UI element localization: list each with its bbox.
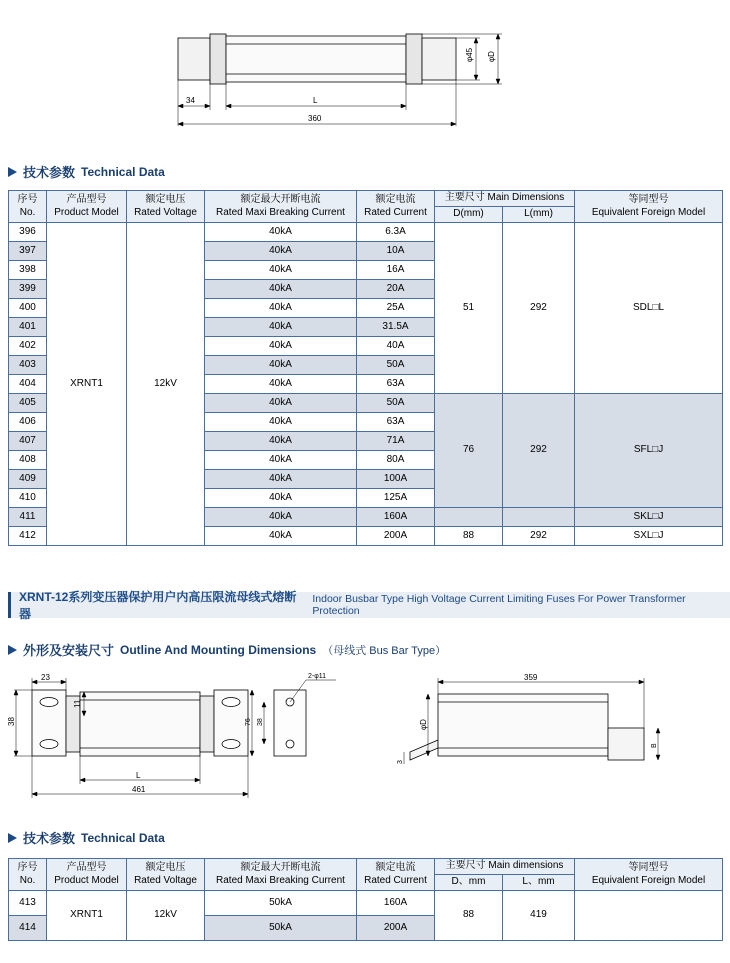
fuse-outline-drawing-top: [150, 14, 520, 157]
cell-no: 411: [9, 508, 47, 527]
cell-breaking-current: 40kA: [205, 470, 357, 489]
dim-11: 11: [73, 699, 82, 708]
section-title-note: （母线式 Bus Bar Type）: [322, 644, 447, 657]
cell-no: 400: [9, 299, 47, 318]
cell-dimension-d: 51: [435, 223, 503, 394]
cell-rated-current: 71A: [357, 432, 435, 451]
cell-rated-current: 10A: [357, 242, 435, 261]
cell-breaking-current: 40kA: [205, 394, 357, 413]
cell-rated-current: 100A: [357, 470, 435, 489]
th-current-cn: 额定电流: [375, 862, 416, 873]
th-equiv-en: Equivalent Foreign Model: [591, 206, 706, 218]
th-breaking-en: Rated Maxi Breaking Current: [216, 874, 345, 886]
cell-voltage: 12kV: [127, 891, 205, 941]
cell-equivalent-model: SKL□J: [575, 508, 723, 527]
cell-rated-current: 25A: [357, 299, 435, 318]
cell-model: XRNT1: [47, 223, 127, 546]
th-main-dim-cn: 主要尺寸: [445, 860, 486, 872]
dim-359: 359: [524, 673, 538, 682]
cell-breaking-current: 40kA: [205, 299, 357, 318]
section-header-technical-data-2: [8, 828, 165, 847]
dim-2-phi11: 2-φ11: [308, 673, 327, 680]
series-banner: [8, 590, 730, 621]
cell-no: 397: [9, 242, 47, 261]
cell-no: 404: [9, 375, 47, 394]
cell-rated-current: 125A: [357, 489, 435, 508]
table-row: [9, 891, 723, 916]
cell-rated-current: 50A: [357, 356, 435, 375]
dim-B: B: [651, 743, 658, 748]
cell-equivalent-model: [575, 891, 723, 941]
th-model-cn: 产品型号: [66, 194, 107, 205]
th-main-dim-cn: 主要尺寸: [444, 192, 485, 204]
cell-rated-current: 63A: [357, 413, 435, 432]
cell-dimension-l: 419: [503, 891, 575, 941]
cell-rated-current: 200A: [357, 916, 435, 941]
th-main-dim-en: Main Dimensions: [487, 192, 565, 204]
banner-title-cn: XRNT-12系列变压器保护用户内高压限流母线式熔断器: [19, 590, 297, 621]
th-l: L、mm: [503, 875, 575, 891]
th-main-dim: [435, 859, 575, 875]
th-breaking-en: Rated Maxi Breaking Current: [216, 206, 345, 218]
cell-dimension-l: [503, 508, 575, 527]
cell-breaking-current: 40kA: [205, 432, 357, 451]
th-model-en: Product Model: [54, 206, 119, 218]
triangle-bullet-icon: [8, 645, 17, 655]
th-main-dim: [435, 191, 575, 207]
cell-no: 401: [9, 318, 47, 337]
banner-title-en: Indoor Busbar Type High Voltage Current Limiting Fuses For Power Transformer Protection: [312, 593, 686, 617]
th-breaking-cn: 额定最大开断电流: [240, 194, 321, 205]
cell-no: 408: [9, 451, 47, 470]
dim-phiD-top: φD: [487, 51, 496, 62]
cell-breaking-current: 40kA: [205, 508, 357, 527]
cell-no: 407: [9, 432, 47, 451]
th-voltage-en: Rated Voltage: [134, 874, 197, 886]
cell-breaking-current: 40kA: [205, 280, 357, 299]
cell-no: 402: [9, 337, 47, 356]
cell-rated-current: 16A: [357, 261, 435, 280]
th-breaking: [205, 191, 357, 223]
dim-34: 34: [186, 96, 195, 105]
cell-breaking-current: 40kA: [205, 489, 357, 508]
th-voltage: [127, 191, 205, 223]
section-title-en: Technical Data: [81, 164, 165, 179]
cell-dimension-d: [435, 508, 503, 527]
cell-breaking-current: 40kA: [205, 375, 357, 394]
th-no-en: No.: [19, 206, 36, 218]
triangle-bullet-icon: [8, 167, 17, 177]
cell-equivalent-model: SXL□J: [575, 527, 723, 546]
cell-no: 399: [9, 280, 47, 299]
th-no: [9, 191, 47, 223]
th-voltage-cn: 额定电压: [145, 194, 186, 205]
outline-mounting-drawings: [6, 672, 724, 825]
th-equiv-en: Equivalent Foreign Model: [591, 874, 706, 886]
cell-breaking-current: 40kA: [205, 242, 357, 261]
th-voltage-cn: 额定电压: [145, 862, 186, 873]
cell-dimension-d: 88: [435, 527, 503, 546]
th-no-en: No.: [19, 874, 36, 886]
section-header-technical-data-1: [8, 162, 165, 181]
cell-model: XRNT1: [47, 891, 127, 941]
th-equiv-cn: 等同型号: [628, 194, 669, 205]
section-title-en: Outline And Mounting Dimensions: [120, 642, 317, 657]
cell-dimension-l: 292: [503, 527, 575, 546]
th-equiv: [575, 191, 723, 223]
cell-no: 410: [9, 489, 47, 508]
th-model: [47, 191, 127, 223]
th-main-dim-en: Main dimensions: [488, 860, 564, 872]
dim-38-side: 38: [257, 718, 264, 726]
cell-breaking-current: 50kA: [205, 891, 357, 916]
th-d: D、mm: [435, 875, 503, 891]
cell-no: 398: [9, 261, 47, 280]
th-equiv: [575, 859, 723, 891]
th-current-en: Rated Current: [364, 206, 427, 218]
cell-no: 406: [9, 413, 47, 432]
cell-dimension-d: 88: [435, 891, 503, 941]
cell-breaking-current: 40kA: [205, 356, 357, 375]
dim-461: 461: [132, 785, 146, 794]
cell-no: 409: [9, 470, 47, 489]
th-current: [357, 859, 435, 891]
dim-23: 23: [41, 673, 50, 682]
section-title-cn: 技术参数: [23, 165, 76, 180]
dim-phiD-right: φD: [419, 719, 428, 730]
dim-76: 76: [245, 718, 252, 726]
cell-voltage: 12kV: [127, 223, 205, 546]
cell-dimension-d: 76: [435, 394, 503, 508]
dim-L-top: L: [313, 96, 318, 105]
th-equiv-cn: 等同型号: [628, 862, 669, 873]
section-header-outline: [8, 640, 446, 659]
th-model-cn: 产品型号: [66, 862, 107, 873]
th-current-en: Rated Current: [364, 874, 427, 886]
cell-rated-current: 31.5A: [357, 318, 435, 337]
cell-no: 396: [9, 223, 47, 242]
th-voltage: [127, 859, 205, 891]
th-voltage-en: Rated Voltage: [134, 206, 197, 218]
cell-equivalent-model: SFL□J: [575, 394, 723, 508]
section-title-cn: 外形及安装尺寸: [23, 643, 115, 658]
cell-no: 414: [9, 916, 47, 941]
cell-equivalent-model: SDL□L: [575, 223, 723, 394]
dim-360: 360: [308, 114, 322, 123]
table-header-row: [9, 859, 723, 875]
section-title-en: Technical Data: [81, 830, 165, 845]
cell-breaking-current: 40kA: [205, 223, 357, 242]
th-model-en: Product Model: [54, 874, 119, 886]
dim-3: 3: [397, 760, 404, 764]
dim-phi45: φ45: [465, 47, 474, 62]
section-title-cn: 技术参数: [23, 831, 76, 846]
th-current-cn: 额定电流: [375, 194, 416, 205]
cell-no: 413: [9, 891, 47, 916]
th-no-cn: 序号: [17, 862, 38, 873]
technical-data-table-2: [8, 858, 722, 941]
cell-breaking-current: 40kA: [205, 451, 357, 470]
th-no-cn: 序号: [17, 194, 38, 205]
th-model: [47, 859, 127, 891]
dim-38-left: 38: [7, 717, 16, 726]
cell-rated-current: 63A: [357, 375, 435, 394]
cell-breaking-current: 40kA: [205, 318, 357, 337]
th-breaking-cn: 额定最大开断电流: [240, 862, 321, 873]
th-breaking: [205, 859, 357, 891]
cell-breaking-current: 50kA: [205, 916, 357, 941]
technical-data-table-1: [8, 190, 722, 546]
cell-no: 412: [9, 527, 47, 546]
cell-rated-current: 40A: [357, 337, 435, 356]
th-d: D(mm): [435, 207, 503, 223]
cell-no: 403: [9, 356, 47, 375]
th-l: L(mm): [503, 207, 575, 223]
cell-dimension-l: 292: [503, 223, 575, 394]
cell-rated-current: 6.3A: [357, 223, 435, 242]
cell-rated-current: 160A: [357, 891, 435, 916]
cell-breaking-current: 40kA: [205, 527, 357, 546]
triangle-bullet-icon: [8, 833, 17, 843]
dim-L-left: L: [136, 771, 141, 780]
cell-rated-current: 160A: [357, 508, 435, 527]
cell-rated-current: 200A: [357, 527, 435, 546]
cell-breaking-current: 40kA: [205, 261, 357, 280]
cell-dimension-l: 292: [503, 394, 575, 508]
table-row: [9, 223, 723, 242]
cell-rated-current: 80A: [357, 451, 435, 470]
cell-rated-current: 50A: [357, 394, 435, 413]
table-header-row: [9, 191, 723, 207]
th-current: [357, 191, 435, 223]
cell-breaking-current: 40kA: [205, 337, 357, 356]
cell-rated-current: 20A: [357, 280, 435, 299]
th-no: [9, 859, 47, 891]
cell-no: 405: [9, 394, 47, 413]
cell-breaking-current: 40kA: [205, 413, 357, 432]
